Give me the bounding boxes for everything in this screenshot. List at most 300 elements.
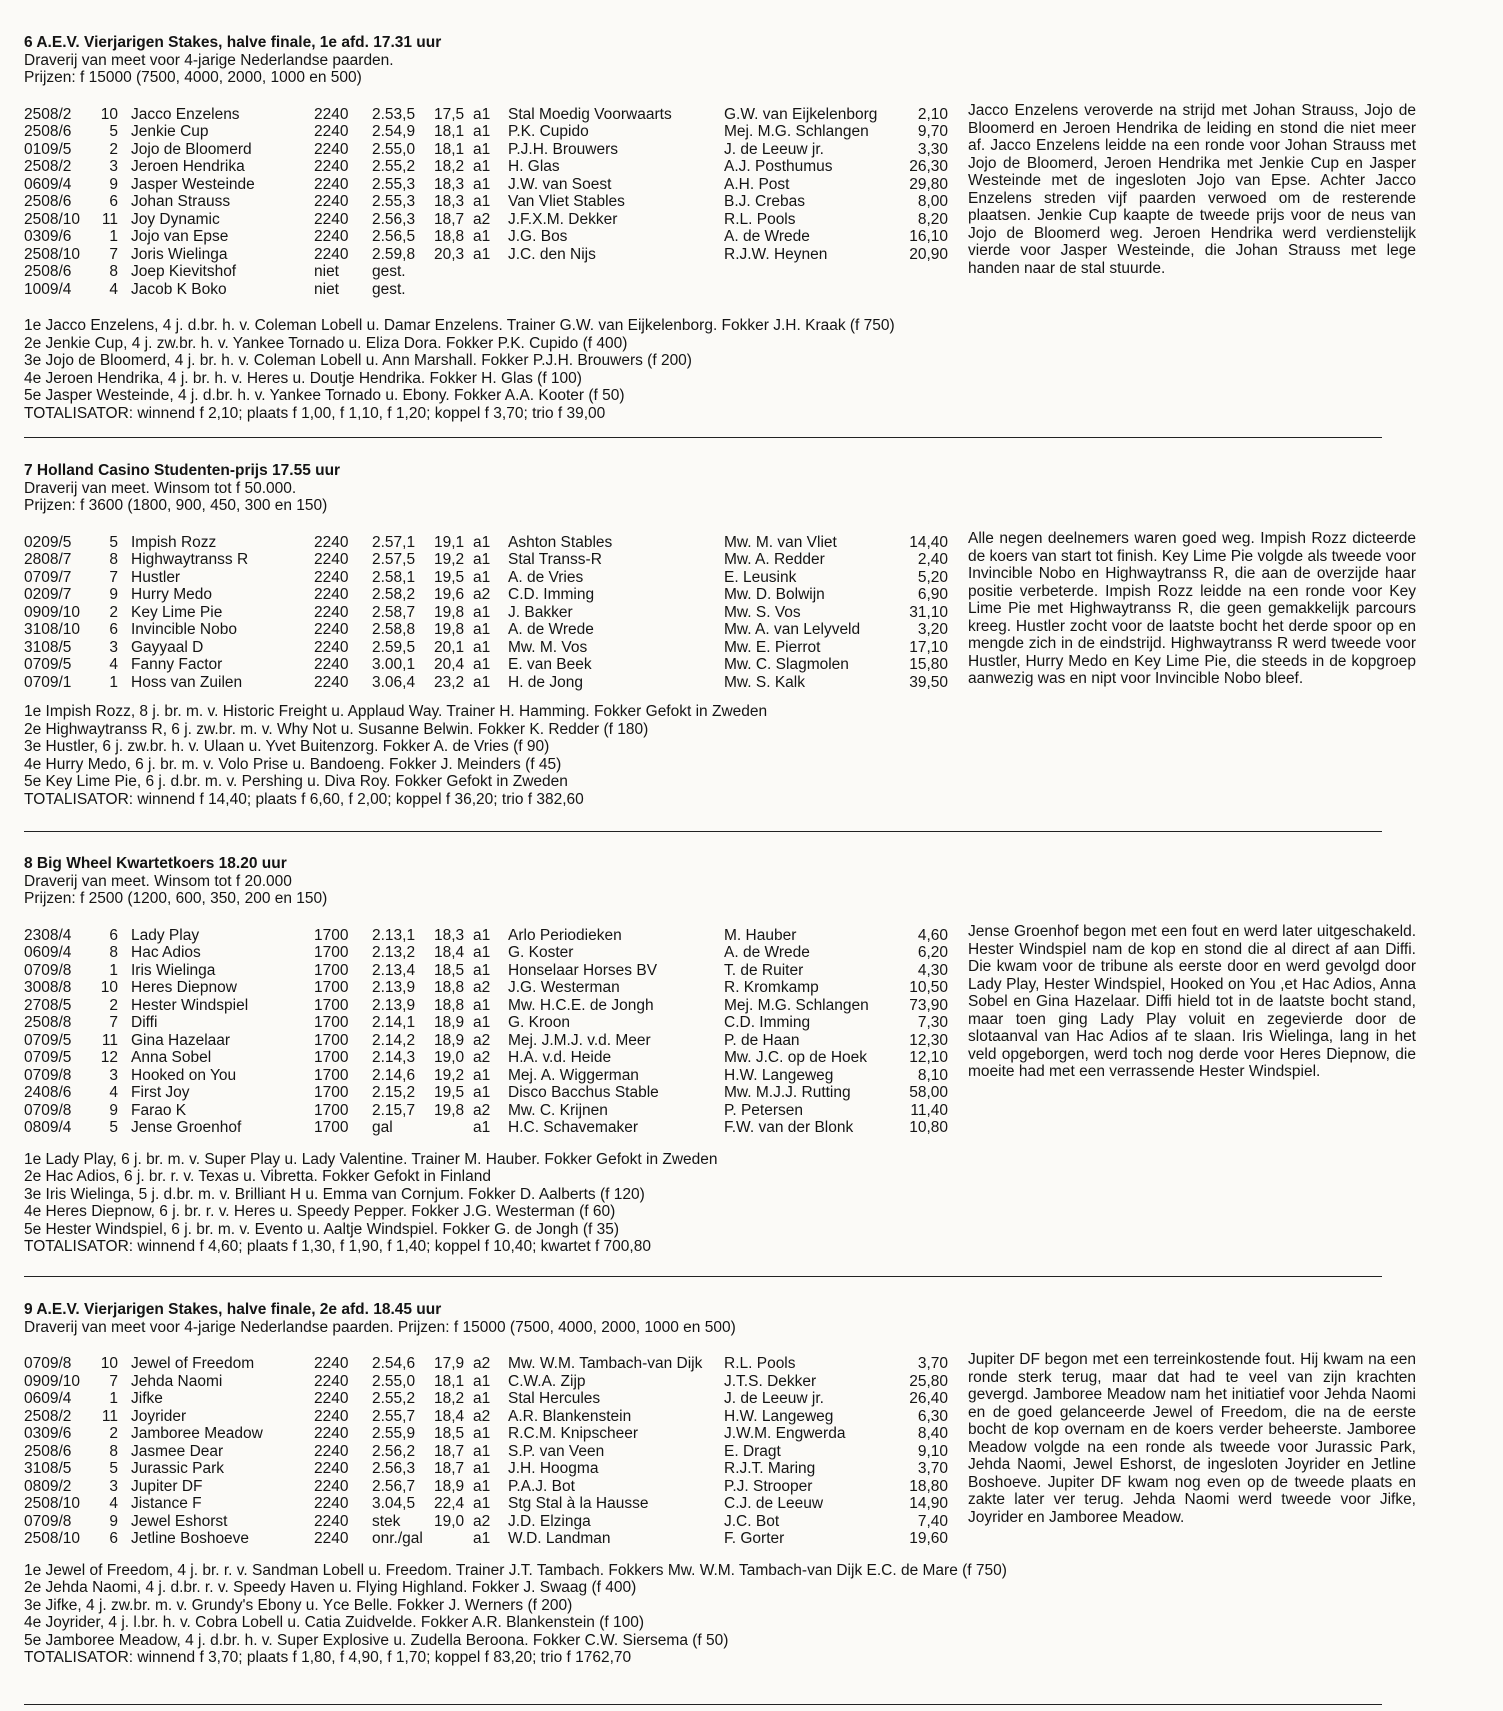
runner-driver: Mw. C. Slagmolen [724, 656, 849, 673]
runner-time: 2.59,8 [372, 245, 416, 263]
runner-horse-name: Fanny Factor [131, 656, 223, 673]
runner-number: 4 [109, 1084, 118, 1101]
runner-distance: 2240 [314, 1460, 349, 1477]
runner-driver: C.D. Imming [724, 1014, 811, 1031]
runner-distance: 1700 [314, 1031, 349, 1049]
runner-km-time: 18,7 [434, 1442, 465, 1460]
runner-last-race: 3008/8 [24, 979, 72, 996]
race-section [24, 462, 1480, 808]
runner-distance: 2240 [314, 210, 349, 228]
runner-driver: A.H. Post [724, 175, 790, 193]
runner-horse-name: First Joy [131, 1084, 190, 1101]
runner-last-race: 2508/10 [24, 1495, 81, 1512]
runner-horse-name: Key Lime Pie [131, 603, 223, 621]
runner-odds: 14,40 [909, 533, 948, 551]
runner-odds: 2,10 [917, 105, 948, 123]
runner-last-race: 2508/6 [24, 1442, 72, 1460]
runner-distance: 2240 [314, 568, 349, 586]
runner-start-code: a2 [473, 1101, 491, 1119]
runner-odds: 16,10 [909, 228, 948, 245]
runner-distance: niet [314, 263, 339, 280]
runner-distance: 2240 [314, 621, 349, 638]
runner-distance: 1700 [314, 1014, 349, 1031]
runner-owner: S.P. van Veen [508, 1442, 605, 1460]
runner-km-time: 18,4 [434, 1407, 465, 1425]
runner-start-code: a1 [473, 140, 491, 158]
pedigree-line: 1e Impish Rozz, 8 j. br. m. v. Historic Freight u. Applaud Way. Trainer H. Hamming. Fokker Gefokt in Zweden [24, 703, 768, 720]
runner-last-race: 0309/6 [24, 1425, 72, 1442]
runner-number: 7 [109, 568, 118, 586]
runner-time: onr./gal [372, 1530, 423, 1547]
runner-odds: 9,10 [917, 1442, 948, 1460]
runner-km-time: 19,0 [434, 1512, 465, 1530]
runner-horse-name: Joy Dynamic [131, 210, 220, 228]
runner-driver: Mw. D. Bolwijn [724, 586, 825, 603]
runner-number: 8 [109, 551, 118, 568]
table-row [24, 1102, 1480, 1120]
runner-last-race: 3108/5 [24, 1460, 72, 1477]
runner-owner: W.D. Landman [508, 1530, 611, 1547]
runner-number: 1 [109, 1390, 118, 1407]
runner-driver: H.W. Langeweg [724, 1407, 834, 1425]
runner-horse-name: Jewel of Freedom [131, 1355, 255, 1372]
runner-time: 2.13,9 [372, 996, 416, 1014]
runner-driver: H.W. Langeweg [724, 1066, 834, 1084]
runner-owner: J.W. van Soest [508, 175, 612, 193]
runner-last-race: 2508/10 [24, 245, 81, 263]
pedigree-line: 3e Jifke, 4 j. zw.br. m. v. Grundy's Ebony u. Yce Belle. Fokker J. Werners (f 200) [24, 1596, 573, 1614]
runner-horse-name: Hester Windspiel [131, 996, 249, 1014]
runner-driver: R.L. Pools [724, 210, 796, 228]
runner-number: 1 [109, 228, 118, 245]
runner-driver: Mw. A. van Lelyveld [724, 621, 861, 638]
runner-km-time: 20,3 [434, 245, 465, 263]
runner-start-code: a2 [473, 1031, 491, 1049]
runner-km-time: 18,5 [434, 961, 465, 979]
runner-time: 3.06,4 [372, 673, 416, 691]
runner-number: 2 [109, 996, 118, 1014]
runner-driver: Mw. J.C. op de Hoek [724, 1049, 868, 1066]
runner-km-time: 18,2 [434, 158, 465, 175]
runner-km-time: 18,3 [434, 175, 465, 193]
runner-horse-name: Highwaytranss R [131, 551, 249, 568]
table-row [24, 1084, 1480, 1102]
runner-number: 9 [109, 1101, 118, 1119]
runner-distance: 2240 [314, 551, 349, 568]
runner-owner: J.F.X.M. Dekker [508, 210, 618, 228]
runner-start-code: a1 [473, 568, 491, 586]
runner-last-race: 2708/5 [24, 996, 72, 1014]
runner-horse-name: Jewel Eshorst [131, 1512, 228, 1530]
runner-number: 5 [109, 123, 118, 140]
race-comment: Jacco Enzelens veroverde na strijd met Johan Strauss, Jojo de Bloomerd en Jeroen Hendrika de leiding en stond die niet meer af. Jacco Enzelens leidde na een ronde voor Johan Strauss met Jojo de Bloomerd, Jeroen Hendrika met Jenkie Cup en Jasper Westeinde met de ingesloten Jojo van Epse. Achter Jacco Enzelens streden vijf paarden verwoed om de resterende plaatsen. Jenkie Cup kaapte de tweede prijs voor de neus van Jojo de Bloomerd weg. Jeroen Hendrika werd verdienstelijk vierde voor Jasper Westeinde, die Johan Strauss met lege handen naar de stal stuurde. [968, 102, 1416, 277]
runner-time: 2.55,0 [372, 1372, 416, 1390]
runner-start-code: a1 [473, 944, 491, 961]
runner-time: 2.56,7 [372, 1477, 416, 1495]
runner-start-code: a1 [473, 656, 491, 673]
runner-number: 1 [109, 673, 118, 691]
runner-odds: 20,90 [909, 245, 948, 263]
runner-driver: J.T.S. Dekker [724, 1372, 817, 1390]
runner-horse-name: Anna Sobel [131, 1049, 212, 1066]
runner-distance: 1700 [314, 926, 349, 944]
runner-number: 5 [109, 1119, 118, 1136]
runner-driver: T. de Ruiter [724, 961, 804, 979]
runner-distance: 2240 [314, 123, 349, 140]
runner-horse-name: Jurassic Park [131, 1460, 225, 1477]
pedigree-list [24, 703, 1480, 808]
runner-owner: H.A. v.d. Heide [508, 1049, 612, 1066]
runner-owner: Mw. C. Krijnen [508, 1101, 608, 1119]
pedigree-list [24, 317, 1480, 422]
runner-start-code: a1 [473, 1014, 491, 1031]
runner-number: 6 [109, 193, 118, 210]
runner-time: 2.56,2 [372, 1442, 416, 1460]
runner-time: 2.55,2 [372, 158, 416, 175]
runner-number: 4 [109, 656, 118, 673]
runner-number: 8 [109, 944, 118, 961]
runner-km-time: 17,9 [434, 1355, 465, 1372]
runner-last-race: 3108/5 [24, 638, 72, 656]
runner-start-code: a1 [473, 1442, 491, 1460]
runner-owner: J.C. den Nijs [508, 245, 596, 263]
runner-number: 12 [100, 1049, 118, 1066]
runner-odds: 18,80 [909, 1477, 948, 1495]
runner-number: 2 [109, 140, 118, 158]
runner-driver: A. de Wrede [724, 228, 810, 245]
runner-driver: Mej. M.G. Schlangen [724, 996, 869, 1014]
runner-start-code: a1 [473, 638, 491, 656]
race-header [24, 34, 1480, 87]
runner-driver: J. de Leeuw jr. [724, 140, 824, 158]
runner-start-code: a2 [473, 1049, 491, 1066]
runner-number: 2 [109, 1425, 118, 1442]
runner-km-time: 18,3 [434, 926, 465, 944]
runner-last-race: 0709/8 [24, 1355, 72, 1372]
runner-odds: 3,70 [917, 1460, 948, 1477]
runner-km-time: 20,1 [434, 638, 465, 656]
runner-last-race: 0709/8 [24, 1512, 72, 1530]
runner-horse-name: Jacco Enzelens [131, 105, 240, 123]
runner-odds: 12,30 [909, 1031, 948, 1049]
runner-start-code: a1 [473, 1530, 491, 1547]
runner-owner: Mw. H.C.E. de Jongh [508, 996, 654, 1014]
pedigree-line: 4e Joyrider, 4 j. l.br. h. v. Cobra Lobell u. Catia Zuidvelde. Fokker A.R. Blankenstein (f 100) [24, 1614, 645, 1631]
runner-start-code: a1 [473, 926, 491, 944]
runner-km-time: 18,7 [434, 1460, 465, 1477]
runner-start-code: a1 [473, 158, 491, 175]
runner-driver: R.L. Pools [724, 1355, 796, 1372]
runner-start-code: a2 [473, 1512, 491, 1530]
runner-time: 2.59,5 [372, 638, 416, 656]
runner-driver: Mej. M.G. Schlangen [724, 123, 869, 140]
runner-time: 3.00,1 [372, 656, 416, 673]
runner-horse-name: Joris Wielinga [131, 245, 228, 263]
runner-driver: R.J.T. Maring [724, 1460, 816, 1477]
runner-horse-name: Jense Groenhof [131, 1119, 242, 1136]
runner-last-race: 3108/10 [24, 621, 81, 638]
runner-driver: B.J. Crebas [724, 193, 805, 210]
runner-km-time: 18,7 [434, 210, 465, 228]
runner-number: 6 [109, 926, 118, 944]
runner-owner: A.R. Blankenstein [508, 1407, 632, 1425]
runner-odds: 26,30 [909, 158, 948, 175]
runner-number: 9 [109, 1512, 118, 1530]
runner-time: 2.55,7 [372, 1407, 416, 1425]
pedigree-line: 1e Lady Play, 6 j. br. m. v. Super Play u. Lady Valentine. Trainer M. Hauber. Fokker Gefokt in Zweden [24, 1150, 718, 1168]
totalisator-line: TOTALISATOR: winnend f 3,70; plaats f 1,80, f 4,90, f 1,70; koppel f 83,20; trio f 1762,70 [24, 1649, 632, 1666]
runner-time: 2.14,6 [372, 1066, 416, 1084]
runner-km-time: 18,9 [434, 1031, 465, 1049]
pedigree-line: 4e Hurry Medo, 6 j. br. m. v. Volo Prise u. Bandoeng. Fokker J. Meinders (f 45) [24, 755, 562, 773]
runner-odds: 10,80 [909, 1119, 948, 1136]
runner-time: 2.13,1 [372, 926, 416, 944]
runner-driver: R. Kromkamp [724, 979, 819, 996]
runner-start-code: a1 [473, 961, 491, 979]
race-prizes: Prijzen: f 3600 (1800, 900, 450, 300 en 150) [24, 497, 328, 514]
runner-driver: J.C. Bot [724, 1512, 780, 1530]
runner-number: 7 [109, 1372, 118, 1390]
runner-number: 3 [109, 158, 118, 175]
runner-number: 9 [109, 586, 118, 603]
runner-last-race: 2508/2 [24, 158, 72, 175]
runner-time: 2.57,5 [372, 551, 416, 568]
runner-km-time: 22,4 [434, 1495, 465, 1512]
runner-start-code: a1 [473, 1066, 491, 1084]
runner-owner: J.G. Bos [508, 228, 568, 245]
runner-owner: Disco Bacchus Stable [508, 1084, 659, 1101]
runner-time: 2.55,3 [372, 193, 416, 210]
runner-start-code: a1 [473, 245, 491, 263]
runner-distance: 2240 [314, 1355, 349, 1372]
runner-last-race: 2508/6 [24, 123, 72, 140]
runner-odds: 19,60 [909, 1530, 948, 1547]
runner-odds: 15,80 [909, 656, 948, 673]
runner-driver: Mw. M. van Vliet [724, 533, 837, 551]
runner-time: 2.54,9 [372, 123, 416, 140]
runner-distance: 1700 [314, 961, 349, 979]
runner-last-race: 0609/4 [24, 1390, 72, 1407]
runner-odds: 7,30 [917, 1014, 948, 1031]
runner-time: 2.56,3 [372, 210, 416, 228]
runner-number: 6 [109, 1530, 118, 1547]
runner-driver: Mw. E. Pierrot [724, 638, 821, 656]
runner-driver: R.J.W. Heynen [724, 245, 828, 263]
runner-driver: F.W. van der Blonk [724, 1119, 854, 1136]
runner-horse-name: Iris Wielinga [131, 961, 216, 979]
runner-owner: J. Bakker [508, 603, 573, 621]
runner-time: 2.57,1 [372, 533, 416, 551]
runner-last-race: 2308/4 [24, 926, 72, 944]
totalisator-line: TOTALISATOR: winnend f 14,40; plaats f 6,60, f 2,00; koppel f 36,20; trio f 382,60 [24, 790, 584, 808]
runner-owner: P.J.H. Brouwers [508, 140, 618, 158]
runner-driver: P. de Haan [724, 1031, 800, 1049]
runner-horse-name: Lady Play [131, 926, 200, 944]
runner-distance: 2240 [314, 1495, 349, 1512]
runner-km-time: 19,8 [434, 1101, 465, 1119]
runner-number: 8 [109, 1442, 118, 1460]
runner-odds: 26,40 [909, 1390, 948, 1407]
race-prizes: Prijzen: f 2500 (1200, 600, 350, 200 en 150) [24, 890, 328, 907]
runner-last-race: 0709/8 [24, 1066, 72, 1084]
runner-start-code: a1 [473, 533, 491, 551]
runner-number: 3 [109, 1477, 118, 1495]
pedigree-line: 2e Hac Adios, 6 j. br. r. v. Texas u. Vibretta. Fokker Gefokt in Finland [24, 1168, 491, 1185]
runner-odds: 8,20 [917, 210, 948, 228]
runner-time: 2.15,7 [372, 1101, 416, 1119]
runner-start-code: a1 [473, 996, 491, 1014]
runner-horse-name: Joep Kievitshof [131, 263, 237, 280]
runner-time: 2.13,9 [372, 979, 416, 996]
runner-time: 2.14,3 [372, 1049, 416, 1066]
runner-horse-name: Jistance F [131, 1495, 202, 1512]
runner-last-race: 2508/10 [24, 1530, 81, 1547]
runner-horse-name: Jasmee Dear [131, 1442, 224, 1460]
runner-odds: 6,90 [917, 586, 948, 603]
runner-odds: 3,70 [917, 1355, 948, 1372]
runner-owner: C.D. Imming [508, 586, 595, 603]
runner-km-time: 18,4 [434, 944, 465, 961]
runner-time: 2.56,3 [372, 1460, 416, 1477]
runner-last-race: 0309/6 [24, 228, 72, 245]
runner-last-race: 0609/4 [24, 175, 72, 193]
runner-horse-name: Heres Diepnow [131, 979, 237, 996]
runner-last-race: 0709/8 [24, 961, 72, 979]
runner-km-time: 17,5 [434, 105, 465, 123]
pedigree-line: 3e Jojo de Bloomerd, 4 j. br. h. v. Coleman Lobell u. Ann Marshall. Fokker P.J.H. Brouwers (f 200) [24, 352, 692, 369]
runner-owner: H. de Jong [508, 673, 583, 691]
pedigree-line: 1e Jewel of Freedom, 4 j. br. r. v. Sandman Lobell u. Freedom. Trainer J.T. Tambach. Fokkers Mw. W.M. Tambach-van Dijk E.C. de Mare (f 750) [24, 1561, 1007, 1579]
pedigree-line: 4e Heres Diepnow, 6 j. br. r. v. Heres u. Speedy Pepper. Fokker J.G. Westerman (f 60) [24, 1203, 616, 1220]
runner-start-code: a1 [473, 603, 491, 621]
runner-horse-name: Gayyaal D [131, 638, 204, 656]
runner-time: 2.13,4 [372, 961, 416, 979]
runner-odds: 11,40 [910, 1101, 948, 1119]
runner-distance: 1700 [314, 944, 349, 961]
runner-start-code: a1 [473, 123, 491, 140]
runner-time: 2.15,2 [372, 1084, 416, 1101]
runner-last-race: 0909/10 [24, 603, 81, 621]
runner-distance: 1700 [314, 1066, 349, 1084]
runner-owner: J.D. Elzinga [508, 1512, 591, 1530]
runner-last-race: 2508/10 [24, 210, 81, 228]
runner-horse-name: Joyrider [131, 1407, 187, 1425]
pedigree-line: 5e Jamboree Meadow, 4 j. d.br. h. v. Super Explosive u. Zudella Beroona. Fokker C.W. Siersema (f 50) [24, 1631, 729, 1649]
runner-owner: H. Glas [508, 158, 560, 175]
runner-distance: 1700 [314, 1101, 349, 1119]
runner-odds: 8,10 [917, 1066, 948, 1084]
runner-number: 9 [109, 175, 118, 193]
runner-km-time: 18,8 [434, 228, 465, 245]
runner-horse-name: Jasper Westeinde [131, 175, 255, 193]
runner-last-race: 2408/6 [24, 1084, 72, 1101]
runner-start-code: a1 [473, 1119, 491, 1136]
runner-owner: A. de Wrede [508, 621, 594, 638]
runner-owner: Stal Transs-R [508, 551, 602, 568]
race-comment: Jupiter DF begon met een terreinkostende fout. Hij kwam na een ronde sterk terug, maar dat had te veel van zijn krachten gevergd. Jamboree Meadow nam het initiatief voor Jehda Naomi en de goed gelanceerde Jewel of Freedom, die na de eerste bocht de kop overnam en de koers verder beheerste. Jamboree Meadow volgde na een ronde als tweede voor Jurassic Park, Jehda Naomi, Jewel Eshorst, de ingesloten Joyrider en Jetline Boshoeve. Jupiter DF kwam nog even op de tweede plaats en zakte later ver terug. Jehda Naomi werd tweede voor Jifke, Joyrider en Jamboree Meadow. [968, 1351, 1416, 1526]
runner-distance: 1700 [314, 1084, 349, 1101]
race-header [24, 855, 1480, 908]
race-conditions: Draverij van meet voor 4-jarige Nederlandse paarden. Prijzen: f 15000 (7500, 4000, 2000, 1000 en 500) [24, 1318, 736, 1336]
runner-km-time: 18,1 [434, 140, 465, 158]
runner-driver: P. Petersen [724, 1101, 803, 1119]
runner-distance: 2240 [314, 603, 349, 621]
race-header [24, 1301, 1480, 1336]
runner-start-code: a1 [473, 621, 491, 638]
runner-odds: 58,00 [909, 1084, 948, 1101]
runner-start-code: a1 [473, 1372, 491, 1390]
runner-last-race: 0209/5 [24, 533, 72, 551]
runner-odds: 5,20 [917, 568, 948, 586]
runner-number: 5 [109, 533, 118, 551]
runner-number: 7 [109, 245, 118, 263]
runner-owner: Mw. M. Vos [508, 638, 588, 656]
runner-time: 2.56,5 [372, 228, 416, 245]
race-prizes: Prijzen: f 15000 (7500, 4000, 2000, 1000 en 500) [24, 69, 362, 86]
runner-odds: 3,30 [917, 140, 948, 158]
pedigree-list [24, 1151, 1480, 1256]
runner-start-code: a1 [473, 1425, 491, 1442]
runner-start-code: a1 [473, 673, 491, 691]
runner-start-code: a1 [473, 1477, 491, 1495]
runner-distance: 2240 [314, 158, 349, 175]
runner-distance: 2240 [314, 1442, 349, 1460]
runner-distance: 2240 [314, 586, 349, 603]
runner-driver: M. Hauber [724, 926, 797, 944]
runner-driver: Mw. S. Kalk [724, 673, 805, 691]
runner-number: 11 [101, 1407, 118, 1425]
runner-owner: Stal Hercules [508, 1390, 601, 1407]
runner-number: 8 [109, 263, 118, 280]
runner-owner: J.G. Westerman [508, 979, 620, 996]
runner-horse-name: Diffi [131, 1014, 158, 1031]
runner-horse-name: Jehda Naomi [131, 1372, 223, 1390]
runner-time: gest. [372, 280, 406, 298]
runner-last-race: 0709/5 [24, 1049, 72, 1066]
runner-odds: 6,30 [917, 1407, 948, 1425]
runner-time: 2.55,3 [372, 175, 416, 193]
pedigree-line: 4e Jeroen Hendrika, 4 j. br. h. v. Heres u. Doutje Hendrika. Fokker H. Glas (f 100) [24, 369, 582, 387]
runner-owner: Van Vliet Stables [508, 193, 625, 210]
runner-km-time: 20,4 [434, 656, 465, 673]
runner-time: 2.55,0 [372, 140, 416, 158]
runner-odds: 6,20 [917, 944, 948, 961]
runner-distance: 2240 [314, 193, 349, 210]
runner-number: 7 [109, 1014, 118, 1031]
runner-odds: 14,90 [909, 1495, 948, 1512]
table-row [24, 1530, 1480, 1548]
runner-owner: R.C.M. Knipscheer [508, 1425, 639, 1442]
runner-km-time: 19,2 [434, 551, 465, 568]
runner-last-race: 0109/5 [24, 140, 72, 158]
runner-km-time: 18,8 [434, 996, 465, 1014]
runner-horse-name: Gina Hazelaar [131, 1031, 231, 1049]
runner-horse-name: Hoss van Zuilen [131, 673, 243, 691]
runner-distance: 2240 [314, 1477, 349, 1495]
runner-distance: 2240 [314, 228, 349, 245]
runner-owner: Arlo Periodieken [508, 926, 622, 944]
runner-driver: F. Gorter [724, 1530, 785, 1547]
runner-start-code: a1 [473, 551, 491, 568]
runner-last-race: 1009/4 [24, 280, 72, 298]
runner-distance: 2240 [314, 1512, 349, 1530]
race-header [24, 462, 1480, 515]
runner-time: 2.58,8 [372, 621, 416, 638]
runner-last-race: 0609/4 [24, 944, 72, 961]
pedigree-line: 2e Jenkie Cup, 4 j. zw.br. h. v. Yankee Tornado u. Eliza Dora. Fokker P.K. Cupido (f 400) [24, 334, 628, 352]
runner-last-race: 2508/6 [24, 263, 72, 280]
runner-km-time: 23,2 [434, 673, 465, 691]
